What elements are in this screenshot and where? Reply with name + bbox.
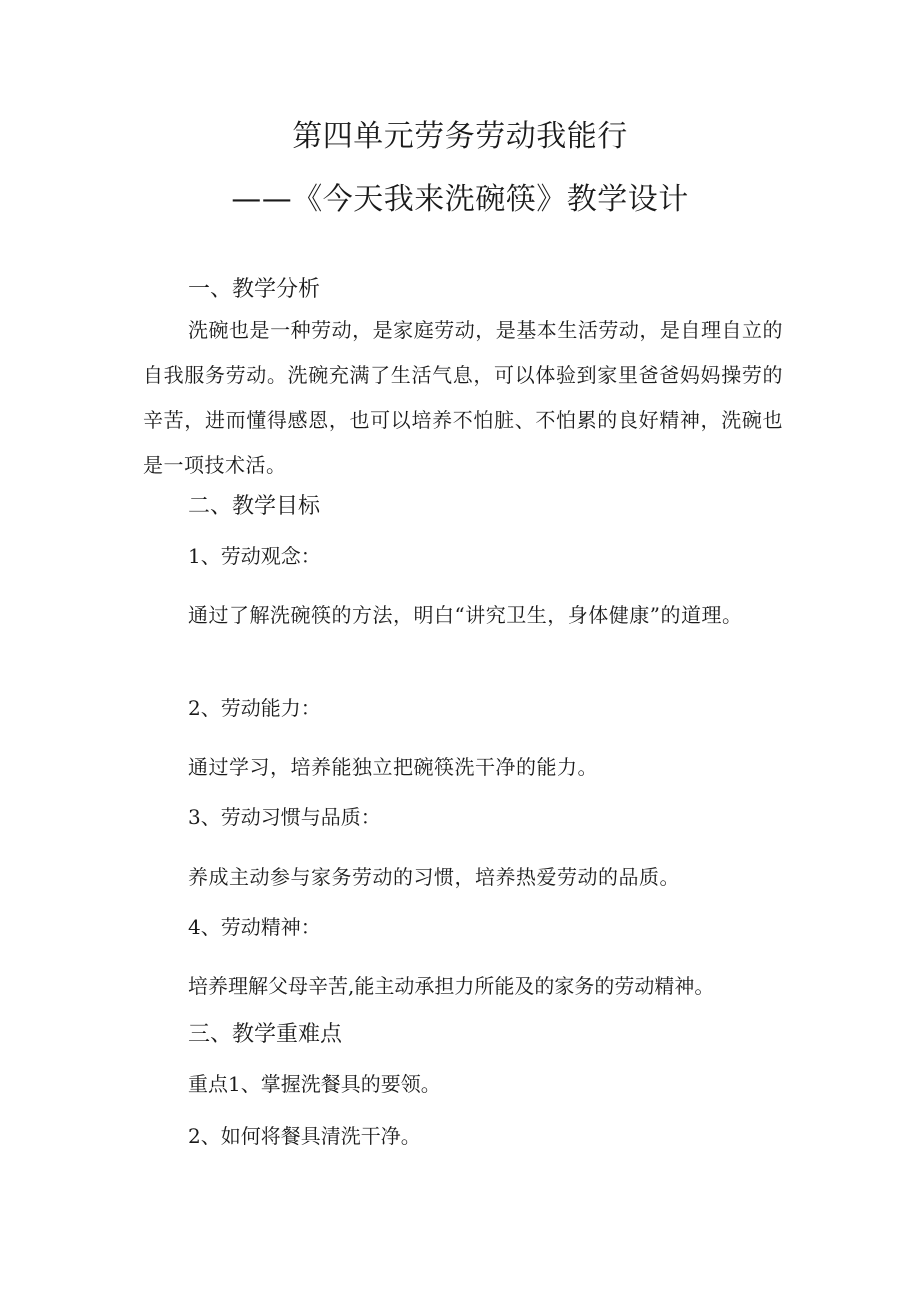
objective-3-text: 养成主动参与家务劳动的习惯，培养热爱劳动的品质。 <box>188 865 680 889</box>
key-point-1: 重点1、掌握洗餐具的要领。 <box>188 1072 441 1096</box>
document-subtitle: ——《今天我来洗碗筷》教学设计 <box>231 182 689 217</box>
objective-4-label: 4、劳动精神： <box>188 915 321 939</box>
analysis-paragraph: 洗碗也是一种劳动，是家庭劳动，是基本生活劳动，是自理自立的自我服务劳动。洗碗充满了生活气息，可以体验到家里爸爸妈妈操劳的辛苦，进而懂得感恩，也可以培养不怕脏、不怕累的良好精神，洗碗也是一项技术活。 <box>143 318 783 477</box>
section-heading-objectives: 二、教学目标 <box>188 494 321 519</box>
objective-1-label: 1、劳动观念： <box>188 544 321 568</box>
objective-4-text: 培养理解父母辛苦,能主动承担力所能及的家务的劳动精神。 <box>188 974 715 998</box>
document-title: 第四单元劳务劳动我能行 <box>292 119 628 154</box>
objective-2-text: 通过学习，培养能独立把碗筷洗干净的能力。 <box>188 755 598 779</box>
section-heading-key-points: 三、教学重难点 <box>188 1022 343 1047</box>
objective-3-label: 3、劳动习惯与品质： <box>188 805 381 829</box>
section-heading-analysis: 一、教学分析 <box>188 277 321 302</box>
key-point-2: 2、如何将餐具清洗干净。 <box>188 1124 421 1148</box>
objective-1-text: 通过了解洗碗筷的方法，明白“讲究卫生，身体健康”的道理。 <box>188 603 743 627</box>
objective-2-label: 2、劳动能力： <box>188 696 321 720</box>
